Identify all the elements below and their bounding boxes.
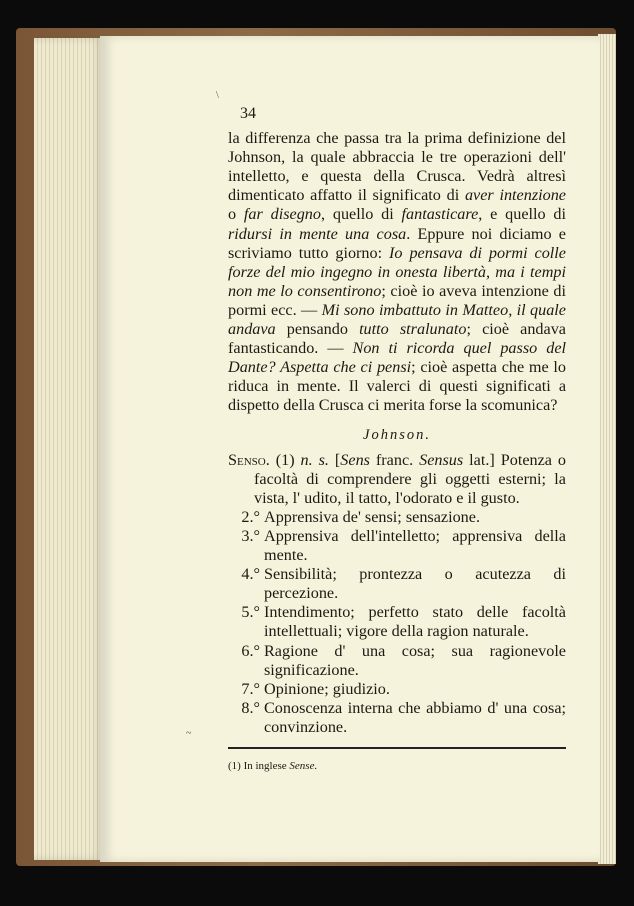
pencil-mark: ~: [186, 728, 192, 739]
dictionary-entry: [228, 451, 566, 508]
sense-number: 5.°: [241, 603, 260, 622]
page-edges-right: [598, 34, 616, 864]
sense-text: Ragione d' una cosa; sua ragionevole significazione.: [264, 641, 566, 679]
sense-text: Sensibilità; prontezza o acutezza di percezione.: [264, 565, 566, 603]
text-run: o: [228, 205, 244, 224]
sense-list: [228, 508, 566, 737]
sense-text: Intendimento; perfetto stato delle facoltà intellettuali; vigore della ragion naturale.: [264, 603, 566, 641]
sense-item: [228, 680, 566, 699]
sense-text: Apprensiva dell'intelletto; apprensiva della mente.: [264, 526, 566, 565]
text-run: ; cioè andava fantasticando. —: [228, 320, 566, 358]
footnote-word: Sense.: [289, 760, 318, 772]
sense-item: [228, 508, 566, 527]
sense-number: 2.°: [241, 507, 260, 526]
etymology-latin: Sensus: [419, 450, 464, 469]
pencil-mark: \: [216, 90, 219, 101]
italic-phrase: Non ti ricorda quel passo del Dante? Aspetta che ci pensi: [228, 339, 566, 377]
sense-text: Conoscenza interna che abbiamo d' una cosa; convinzione.: [264, 698, 566, 736]
italic-phrase: tutto stralunato: [359, 320, 467, 339]
footnote: [228, 757, 566, 776]
italic-phrase: far disegno: [243, 205, 321, 224]
sense-item: [228, 527, 566, 565]
sense-number: 8.°: [241, 698, 260, 717]
sense-item: [228, 642, 566, 680]
bracket-close: ]: [489, 450, 495, 469]
footnote-rule: [228, 747, 566, 749]
entry-definition: Potenza o facoltà di comprendere gli oggetti esterni; la vista, l' udito, il tatto, l'odorato e il gusto.: [254, 450, 566, 507]
text-run: , e quello di: [478, 205, 566, 224]
sense-text: Apprensiva de' sensi; sensazione.: [264, 507, 480, 526]
text-run: , quello di: [320, 205, 402, 224]
footnote-ref: (1): [275, 450, 295, 469]
text-run: ; cioè aspetta che me lo riduca in mente. Il valerci di questi significati a dispetto della Crusca ci merita forse la scomunica?: [228, 358, 567, 415]
sense-number: 7.°: [241, 679, 260, 698]
body-paragraph: [228, 129, 566, 415]
section-heading: Johnson.: [363, 426, 431, 443]
page-number: 34: [240, 105, 256, 122]
page-edges-left: [34, 38, 104, 860]
etymology-french: Sens: [340, 450, 370, 469]
sense-item: [228, 699, 566, 737]
text-run: ; cioè io aveva intenzione di pormi ecc. —: [228, 281, 566, 319]
italic-phrase: fantasticare: [401, 205, 479, 224]
etymology-latin-lang: lat.: [469, 450, 490, 469]
bracket-open: [: [334, 450, 341, 469]
sense-text: Opinione; giudizio.: [264, 679, 390, 698]
part-of-speech: n. s.: [300, 450, 329, 469]
sense-number: 3.°: [241, 526, 260, 545]
italic-phrase: Io pensava di pormi colle forze del mio ingegno in onesta libertà, ma i tempi non me lo consentirono: [228, 243, 566, 300]
entry-headword: Senso.: [228, 450, 270, 469]
text-run: . Eppure noi diciamo e scriviamo tutto giorno:: [228, 224, 566, 262]
sense-item: [228, 603, 566, 641]
text-run: pensando: [275, 320, 360, 339]
etymology-french-lang: franc.: [375, 450, 414, 469]
italic-phrase: Mi sono imbattuto in Matteo, il quale andava: [228, 300, 566, 339]
page-content: [228, 104, 566, 776]
footnote-label: (1) In inglese: [228, 760, 287, 772]
sense-item: [228, 565, 566, 603]
sense-number: 4.°: [241, 565, 260, 584]
sense-number: 6.°: [241, 641, 260, 660]
italic-phrase: ridursi in mente una cosa: [228, 224, 407, 243]
text-run: la differenza che passa tra la prima definizione del Johnson, la quale abbraccia le tre operazioni dell' intelletto, e questa della Crusca. Vedrà altresì dimenticato affatto il significato di: [228, 129, 566, 205]
italic-phrase: aver intenzione: [464, 186, 566, 205]
